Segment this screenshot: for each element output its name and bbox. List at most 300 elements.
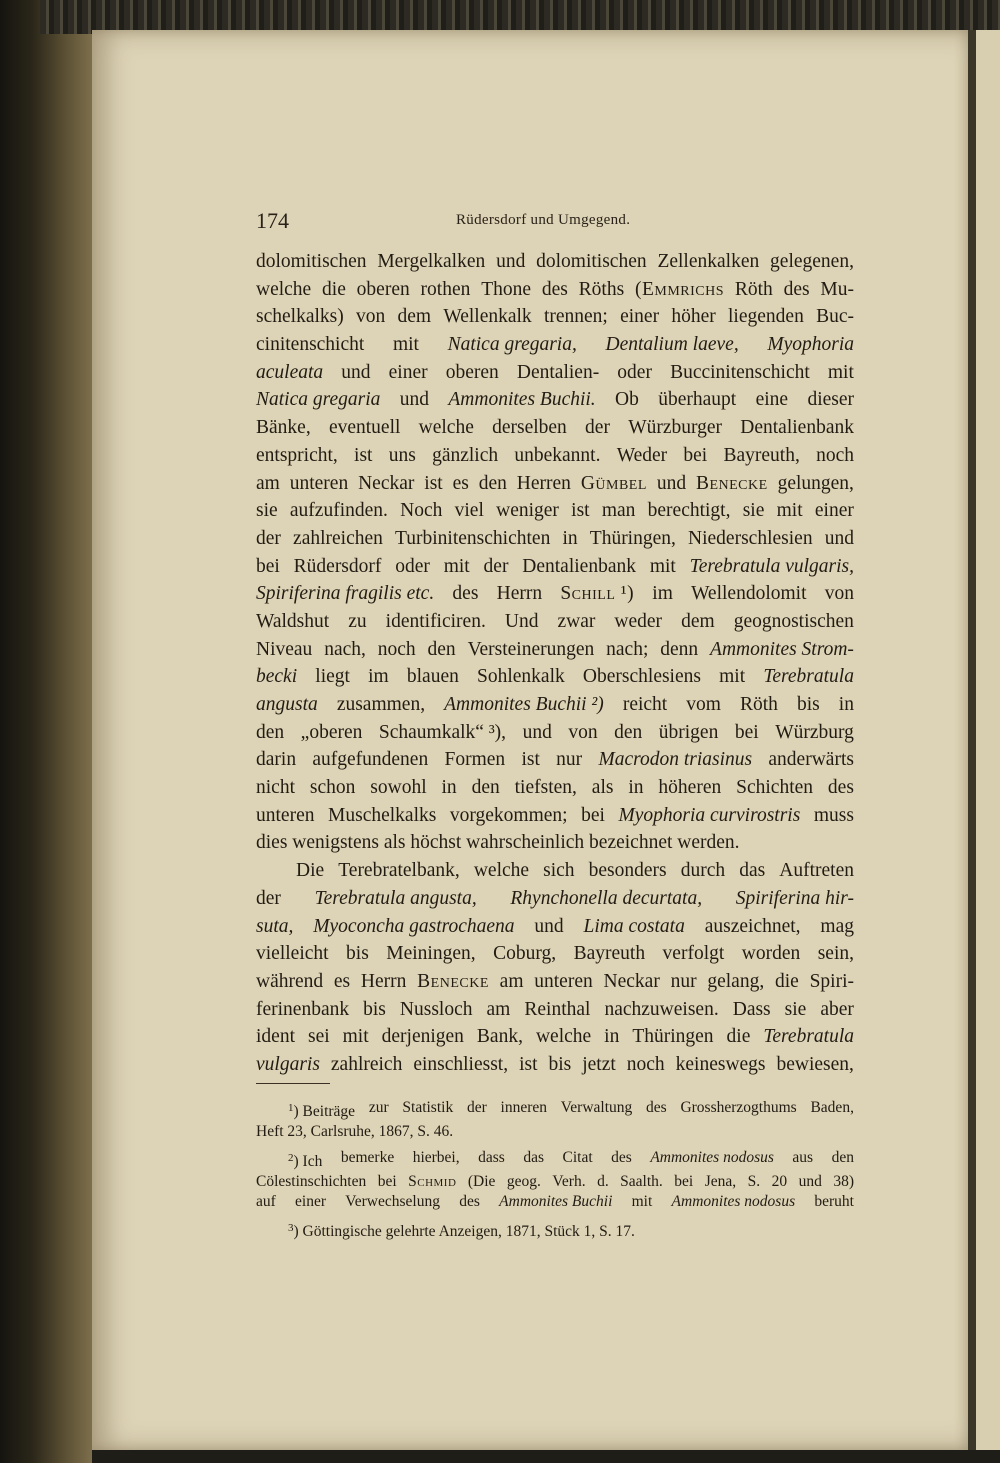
word: auf — [256, 1193, 276, 1210]
word: das — [523, 1149, 544, 1166]
footnote-lead: $^3$) Göttingische gelehrte Anzeigen, 1871, Stück 1, S. 17. — [288, 1222, 635, 1240]
word: Baden, — [810, 1099, 854, 1116]
word: Bänke, — [256, 417, 311, 439]
word: Herrn — [496, 583, 543, 605]
word: verfolgt — [662, 943, 725, 965]
word: des — [611, 1149, 632, 1166]
text-line — [256, 774, 854, 802]
word: aus — [792, 1149, 814, 1166]
word: ist — [521, 749, 540, 771]
word: vorgekommen; — [449, 804, 568, 826]
word: von — [568, 721, 598, 743]
footnote-number: 2 — [288, 1152, 294, 1164]
word: oder — [395, 555, 430, 577]
word: Citat — [562, 1149, 593, 1166]
text-line — [256, 580, 854, 608]
word: oberen — [445, 361, 499, 383]
word: Ob — [615, 389, 639, 411]
word: vom — [686, 694, 721, 715]
text-line — [256, 885, 854, 913]
word: aufgefundenen — [312, 749, 429, 771]
word: Terebratula vulgaris, — [689, 555, 854, 577]
word: Herren — [516, 472, 571, 494]
word: auszeichnet, — [704, 915, 801, 937]
word: berechtigt, — [647, 500, 731, 522]
word: Röth — [739, 694, 778, 715]
word: des — [541, 278, 568, 300]
word: Benecke — [695, 472, 768, 494]
word: bis — [548, 1053, 572, 1075]
running-title: Rüdersdorf und Umgegend. — [456, 212, 631, 228]
word: ist — [354, 444, 373, 466]
word: und — [341, 361, 371, 383]
word: Terebratula angusta, — [314, 887, 477, 909]
word: Ammonites Buchii ²) — [444, 694, 604, 715]
word: Bayreuth, — [723, 444, 800, 466]
word: Mu- — [820, 278, 854, 300]
word: Turbinitenschichten — [395, 527, 551, 549]
word: dies wenigstens als höchst wahrscheinlich bezeichnet werden. — [256, 832, 740, 854]
word: Dentalium laeve, — [605, 334, 739, 356]
word: während — [256, 970, 324, 992]
page-header — [256, 208, 856, 238]
word: angusta — [256, 694, 318, 715]
word: es — [333, 970, 351, 992]
word: worden — [741, 943, 801, 965]
word: Meiningen, — [386, 943, 476, 965]
word: Waldshut — [256, 610, 330, 632]
word: die — [322, 278, 346, 300]
word: besonders — [588, 860, 667, 882]
word: dolomitischen — [256, 251, 367, 272]
word: Göttingische gelehrte Anzeigen, 1871, Stück 1, S. 17. — [302, 1223, 635, 1240]
word: keineswegs — [675, 1053, 766, 1075]
word: uns — [388, 444, 416, 466]
word: Schaumkalk“ ³), — [378, 721, 507, 743]
word: Bank, — [476, 1026, 523, 1048]
word: nach; — [606, 638, 649, 660]
text-line — [256, 386, 854, 414]
word: aber — [820, 998, 854, 1020]
word: Zellenkalken — [657, 251, 760, 272]
word: schon — [309, 777, 356, 799]
word: weder — [614, 610, 663, 632]
word: 20 — [771, 1173, 788, 1190]
text-line — [256, 442, 854, 470]
word: die — [726, 1026, 751, 1048]
word: am — [499, 970, 524, 992]
word: Myoconcha gastrochaena — [313, 915, 515, 937]
word: Ammonites Strom- — [710, 638, 854, 660]
word: Röth — [734, 278, 773, 300]
text-line — [256, 968, 854, 996]
word: Herrn — [360, 970, 407, 992]
word: des — [827, 777, 854, 799]
word: ist — [519, 1053, 538, 1075]
word: bei — [256, 555, 280, 577]
word: mit — [443, 555, 470, 577]
word: nicht — [256, 777, 295, 799]
word: nach, — [324, 638, 366, 660]
word: einer — [295, 1193, 327, 1210]
word: der — [256, 527, 281, 549]
word: (Die — [467, 1173, 496, 1190]
word: den — [614, 721, 643, 743]
word: anderwärts — [768, 749, 854, 771]
word: Thüringen, — [589, 527, 676, 549]
word: mit — [342, 1026, 369, 1048]
word: derselben — [492, 417, 567, 439]
word: ident — [256, 1026, 295, 1048]
word: jetzt — [582, 1053, 616, 1075]
word: zu — [348, 610, 367, 632]
word: Ammonites Buchii — [499, 1193, 613, 1210]
word: nur — [670, 970, 697, 992]
word: Terebratula — [763, 666, 854, 688]
word: geog. — [506, 1173, 541, 1190]
word: tiefsten, — [514, 777, 577, 799]
text-line — [256, 940, 854, 968]
word: welche — [473, 860, 530, 882]
word: man — [601, 500, 636, 522]
word: mag — [820, 915, 854, 937]
footnote-line — [256, 1098, 854, 1122]
word: der — [483, 555, 509, 577]
word: in — [562, 527, 578, 549]
word: der — [585, 417, 610, 439]
word: Ich — [302, 1153, 323, 1170]
footnote-rule — [256, 1083, 330, 1084]
word: von — [824, 583, 854, 605]
word: einer — [814, 500, 854, 522]
word: unteren — [256, 804, 315, 826]
text-line — [256, 497, 854, 525]
word: dieser — [807, 389, 854, 411]
text-line — [256, 1023, 854, 1051]
book-spine — [0, 0, 92, 1463]
text-line — [256, 470, 854, 498]
word: trennen; — [543, 306, 608, 328]
word: Natica gregaria — [256, 389, 381, 411]
word: Saalth. — [620, 1173, 663, 1190]
word: den — [471, 777, 500, 799]
word: unteren — [534, 970, 593, 992]
word: des — [646, 1099, 667, 1116]
word: cinitenschicht — [256, 334, 365, 356]
word: Weder — [616, 444, 668, 466]
word: Bayreuth — [573, 943, 646, 965]
word: identificiren. — [385, 610, 486, 632]
word: von — [356, 306, 386, 328]
word: derjenigen — [381, 1026, 464, 1048]
word: in — [441, 777, 457, 799]
word: Reinthal — [524, 998, 591, 1020]
word: durch — [680, 860, 726, 882]
word: gelang, — [707, 970, 765, 992]
word: Gümbel — [580, 472, 647, 494]
word: Versteinerungen — [467, 638, 595, 660]
text-line — [256, 525, 854, 553]
word: noch — [377, 638, 416, 660]
word: einer — [388, 361, 428, 383]
word: 38) — [833, 1173, 854, 1190]
word: Formen — [444, 749, 506, 771]
word: becki — [256, 666, 298, 688]
word: mit — [631, 1193, 653, 1210]
word: eventuell — [328, 417, 401, 439]
word: zusammen, — [336, 694, 426, 715]
word: Dentalien- — [516, 361, 600, 383]
footnote-line — [256, 1172, 854, 1192]
word: „oberen — [300, 721, 363, 743]
word: im — [368, 666, 389, 688]
word: Wellenkalk — [443, 306, 532, 328]
word: und — [522, 721, 552, 743]
word: in — [628, 777, 644, 799]
word: liegt — [315, 666, 350, 688]
word: zur — [368, 1099, 389, 1116]
word: Ammonites nodosus — [650, 1149, 774, 1166]
word: Lima costata — [583, 915, 685, 937]
word: inneren — [500, 1099, 548, 1116]
word: den — [427, 638, 456, 660]
word: Rhynchonella decurtata, — [510, 887, 703, 909]
word: einschliesst, — [413, 1053, 509, 1075]
word: Neckar — [358, 472, 415, 494]
body-text — [256, 248, 854, 1079]
word: das — [739, 860, 766, 882]
word: eine — [755, 389, 789, 411]
text-line — [256, 857, 854, 885]
word: Auftreten — [779, 860, 854, 882]
word: und — [824, 527, 854, 549]
word: hierbei, — [412, 1149, 460, 1166]
word: Dentalienbank — [740, 417, 854, 439]
word: im — [652, 583, 673, 605]
word: Niederschlesien — [688, 527, 813, 549]
word: blauen — [406, 666, 459, 688]
word: Thone — [481, 278, 532, 300]
word: Sohlenkalk — [477, 666, 565, 688]
text-line — [256, 359, 854, 387]
page-top-edge — [40, 0, 1000, 34]
word: nachzuweisen. — [604, 998, 719, 1020]
word: Und — [504, 610, 539, 632]
footnotes — [256, 1098, 854, 1248]
word: zahlreich — [330, 1053, 403, 1075]
word: liegenden — [728, 306, 804, 328]
word: Benecke — [417, 970, 489, 992]
text-line — [256, 663, 854, 691]
word: Muschelkalks — [328, 804, 437, 826]
text-line — [256, 829, 854, 857]
footnote-line — [256, 1122, 854, 1142]
word: Schill ¹) — [560, 583, 635, 605]
word: in — [838, 694, 854, 715]
word: vielleicht — [256, 943, 329, 965]
word: Rüdersdorf — [293, 555, 382, 577]
word: Verh. — [552, 1173, 586, 1190]
word: den — [478, 472, 507, 494]
word: viel — [454, 500, 484, 522]
gutter-edge — [968, 30, 976, 1450]
word: dem — [397, 306, 432, 328]
word: mit — [776, 500, 803, 522]
word: Dass — [732, 998, 771, 1020]
word: Ammonites nodosus — [671, 1193, 796, 1210]
page-number: 174 — [256, 208, 289, 233]
word: bei — [377, 1173, 397, 1190]
word: sein, — [817, 943, 854, 965]
word: darin — [256, 749, 297, 771]
footnote-line — [256, 1148, 854, 1172]
word: Würzburger — [628, 417, 723, 439]
word: Myophoria curvirostris — [618, 804, 801, 826]
text-line — [256, 691, 854, 719]
word: beruht — [814, 1193, 854, 1210]
word: bei — [734, 721, 759, 743]
word: übrigen — [658, 721, 719, 743]
word: Myophoria — [767, 334, 854, 356]
footnote-lead: $^2$) Ich — [288, 1152, 323, 1170]
text-line — [256, 913, 854, 941]
word: aculeata — [256, 361, 324, 383]
word: Niveau — [256, 638, 313, 660]
word: Statistik — [402, 1099, 454, 1116]
word: Verwaltung — [560, 1099, 633, 1116]
text-line — [256, 1051, 854, 1079]
word: Neckar — [603, 970, 660, 992]
word: bei — [683, 444, 708, 466]
word: es — [452, 472, 469, 494]
word: am — [486, 998, 511, 1020]
word: S. — [747, 1173, 761, 1190]
word: weniger — [496, 500, 559, 522]
word: Röths — [578, 278, 625, 300]
word: dem — [681, 610, 715, 632]
word: gelungen, — [777, 472, 854, 494]
word: ist — [424, 472, 443, 494]
footnote-line — [256, 1192, 854, 1212]
word: den — [256, 721, 285, 743]
word: suta, — [256, 915, 294, 937]
word: ist — [571, 500, 590, 522]
footnote — [256, 1098, 854, 1142]
word: unteren — [289, 472, 349, 494]
word: in — [604, 1026, 620, 1048]
word: Macrodon triasinus — [598, 749, 753, 771]
word: Terebratula — [763, 1026, 854, 1048]
word: vulgaris — [256, 1053, 320, 1075]
footnote-line — [256, 1218, 854, 1242]
word: Spiri- — [809, 970, 854, 992]
word: noch — [816, 444, 854, 466]
word: Die — [296, 860, 325, 882]
word: als — [591, 777, 614, 799]
word: Cölestinschichten — [256, 1173, 367, 1190]
word: entspricht, — [256, 444, 338, 466]
word: bis — [346, 943, 369, 965]
word: muss — [813, 804, 854, 826]
word: überhaupt — [658, 389, 737, 411]
text-line — [256, 608, 854, 636]
word: Mergelkalken — [377, 251, 486, 272]
text-line — [256, 414, 854, 442]
word: der — [256, 887, 281, 909]
word: den — [831, 1149, 854, 1166]
word: Schmid — [408, 1173, 457, 1190]
word: denn — [660, 638, 699, 660]
word: bewiesen, — [776, 1053, 854, 1075]
text-line — [256, 996, 854, 1024]
footnote — [256, 1218, 854, 1242]
text-line — [256, 636, 854, 664]
word: die — [774, 970, 799, 992]
word: sich — [543, 860, 575, 882]
word: sei — [307, 1026, 330, 1048]
word: aufzufinden. — [289, 500, 388, 522]
word: reicht — [622, 694, 668, 715]
footnote-number: 1 — [288, 1102, 294, 1114]
word: Ammonites Buchii. — [448, 389, 596, 411]
word: nur — [556, 749, 583, 771]
word: sowohl — [370, 777, 427, 799]
text-line — [256, 276, 854, 304]
word: Oberschlesiens — [582, 666, 701, 688]
word: sie — [256, 500, 278, 522]
word: Spiriferina fragilis etc. — [256, 583, 435, 605]
word: der — [466, 1099, 487, 1116]
word: oder — [617, 361, 652, 383]
word: am — [256, 472, 280, 494]
word: Jena, — [704, 1173, 737, 1190]
footnote — [256, 1148, 854, 1212]
word: sie — [784, 998, 807, 1020]
word: Terebratelbank, — [338, 860, 460, 882]
word: oberen — [356, 278, 410, 300]
word: zwar — [557, 610, 596, 632]
word: des — [783, 278, 810, 300]
word: noch — [626, 1053, 665, 1075]
word: Grossherzogthums — [680, 1099, 797, 1116]
word: bemerke — [340, 1149, 395, 1166]
word: gänzlich — [432, 444, 499, 466]
text-line — [256, 248, 854, 276]
word: Noch — [400, 500, 443, 522]
word: Nussloch — [399, 998, 473, 1020]
word: des — [459, 1193, 480, 1210]
word: gelegenen, — [770, 251, 854, 272]
word: sie — [742, 500, 765, 522]
word: bis — [363, 998, 386, 1020]
word: Wellendolomit — [691, 583, 807, 605]
word: geognostischen — [733, 610, 854, 632]
text-line — [256, 553, 854, 581]
word: einer — [620, 306, 660, 328]
footnote-number: 3 — [288, 1222, 294, 1234]
next-page-edge — [976, 30, 1000, 1450]
word: welche — [535, 1026, 592, 1048]
word: und — [656, 472, 687, 494]
word: bei — [581, 804, 605, 826]
word: schelkalks) — [256, 306, 344, 328]
word: und — [534, 915, 564, 937]
word: Heft 23, Carlsruhe, 1867, S. 46. — [256, 1123, 454, 1140]
word: Buccinitenschicht — [670, 361, 810, 383]
word: Dentalienbank — [522, 555, 636, 577]
text-line — [256, 719, 854, 747]
word: Spiriferina hir- — [735, 887, 854, 909]
